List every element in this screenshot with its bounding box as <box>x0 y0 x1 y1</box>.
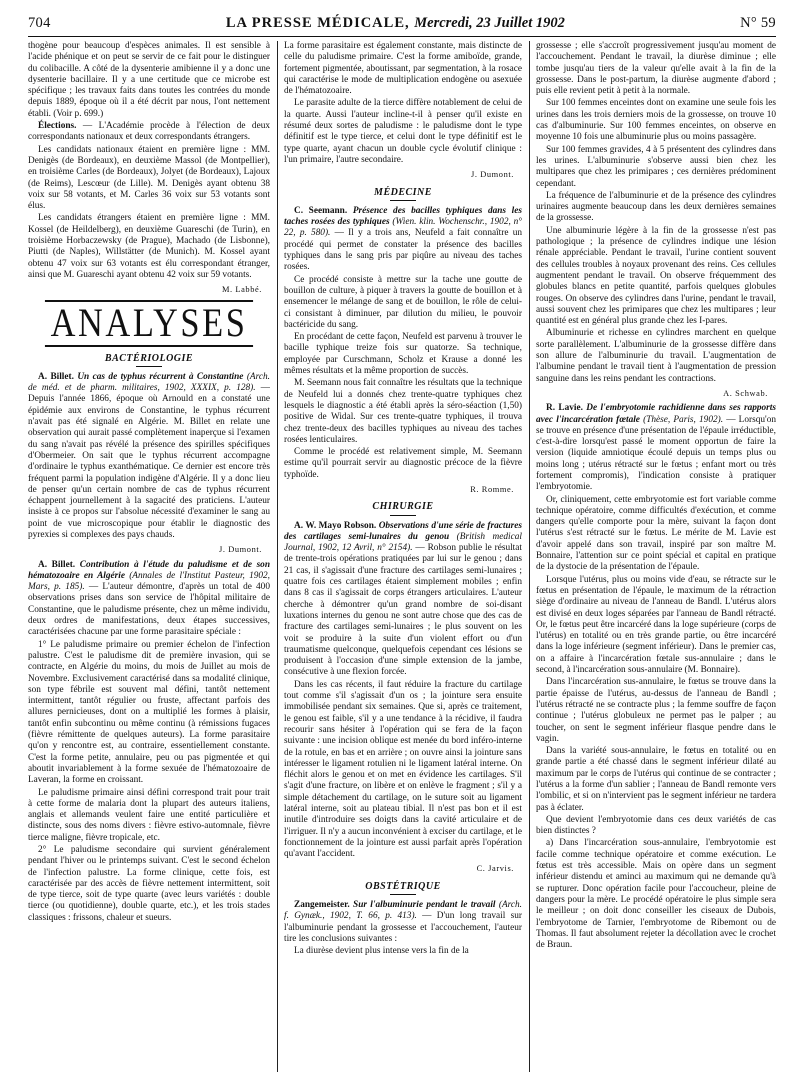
abstract-entry <box>284 900 522 945</box>
author: A. W. Mayo Robson. <box>294 520 377 531</box>
article-title: De l'embryotomie rachidienne dans ses rapports avec l'incarcération fœtale <box>536 403 776 425</box>
abstract-text: — Robson publie le résultat de trente-trois opérations pratiquées par lui sur le genou ; dans 21 cas, il s'agissait d'une fracture des cartilages semi-lunaires ; quatre fois ces cartilages étaient simplement mobiles ; enfin dans 8 cas il s'agissait de corps étrangers articulaires. L'auteur cherche à démontrer qu'un grand nombre de soi-disant luxations internes du genou ne sont autre chose que des cas de fracture des cartilages semi-lunaires ; le plus souvent on les voit se produire à la suite d'un violent effort ou d'un traumatisme quelconque, quelquefois cependant ces lésions se produisent à l'occasion d'une simple extension de la jambe, consécutive à une flexion forcée. <box>284 543 522 678</box>
subsection-title: MÉDECINE <box>284 187 522 201</box>
paragraph: En procédant de cette façon, Neufeld est parvenu à trouver le bacille typhique treize fois sur quatorze. Sa technique, employée par Curschmann, Scholz et Krause a donné les mêmes résultats et la même proportion de succès. <box>284 332 522 377</box>
signature: M. Labbé. <box>221 285 262 295</box>
paragraph: thogène pour beaucoup d'espèces animales. Il est sensible à l'acide phénique et on peut se servir de ce fait pour le distinguer du colibacille. A côté de la dysenterie amibienne il y a donc une dysenterie bacillaire. Il y a une certitude que ce microbe est spécifique ; les travaux faits dans toutes les contrées du monde depuis 1889, époque où il a été décrit par nous, l'ont nettement établi. (Voir p. 699.) <box>28 41 270 119</box>
paragraph: Albuminurie et richesse en cylindres marchent en quelque sorte parallèlement. L'albuminurie de la grossesse diffère dans son allure de l'albuminurie du travail. L'augmentation de l'albumine pendant le travail tient à l'augmentation de pression sanguine dans les reins pendant les contractions. <box>536 328 776 384</box>
subsection-title: BACTÉRIOLOGIE <box>28 353 270 367</box>
paragraph: Une albuminurie légère à la fin de la grossesse n'est pas pathologique ; la présence de cylindres indique une lésion rénale appréciable. Pendant le travail, l'urine contient souvent des cellules troubles à noyaux provenant des reins. Ces cellules augmentent pendant le travail. On observe fréquemment des globules blancs en petite quantité, parfois quelques globules rouges. On observe des cylindres dans l'urine, pendant le travail, aussi souvent chez les primipares que chez les multipares ; leur quantité est en général plus grande chez les I-pares. <box>536 225 776 327</box>
elections-heading: Élections. <box>38 121 77 132</box>
paragraph: La diurèse devient plus intense vers la fin de la <box>294 946 469 957</box>
signature: R. Romme. <box>470 484 514 494</box>
paragraph: Les candidats étrangers étaient en première ligne : MM. Kossel (de Heildelberg), en deuxième Guareschi (de Turin), en troisième Horbaczewsky (de Prague), Machado (de Lisbonne), Piutti (de Naples), Willstätter (de Munich). M. Kossel ayant obtenu 47 voix sur 63 votants est élu correspondant étranger, ainsi que M. Guareschi ayant obtenu 42 voix sur 59 votants. <box>28 213 270 280</box>
column-middle <box>284 41 522 1076</box>
paragraph: Dans les cas récents, il faut réduire la fracture du cartilage tout comme s'il s'agissait d'un os ; la jointure sera ensuite immobilisée pendant six semaines. Que si, après ce traitement, le genou est faible, s'il y a une tendance à la récidive, il faudra recourir sans hésiter à l'opération qui se fera de la façon suivante : une incision oblique est menée du bord inféro-interne de la rotule, en bas et en arrière ; on ouvre ainsi la jointure sans intéresser le ligament rotulien ni le ligament latéral interne. On fléchit alors le genou et on met en évidence les cartilages. S'il s'agit d'une fracture, on libère et on enlève le fragment ; s'il y a simple détachement du cartilage, on le suture soit au ligament latéral interne, soit au plateau tibial. Il n'est pas bon et il est inutile d'introduire ses doigts dans la cavité articulaire et de l'irriguer. Il n'y a aucun inconvénient à exciser du cartilage, et le fonctionnement de la jointure est aussi parfait après l'opération qu'avant l'accident. <box>284 679 522 860</box>
subsection-title: CHIRURGIE <box>284 501 522 515</box>
abstract-entry <box>284 521 522 679</box>
article-title: Présence des bacilles typhiques dans les taches rosées des typhiques <box>284 205 522 228</box>
section-title: ANALYSES <box>45 300 253 347</box>
column-divider <box>277 41 278 1072</box>
abstract-text: — Lorsqu'on se trouve en présence d'une présentation de l'épaule irréductible, c'est-à-dire lorsqu'est passé le moment opportun de faire la version (liquide amniotique écoulé depuis un temps plus ou moins long ; utérus rétracté sur le fœtus ; enfant mort ou très fortement compromis), l'indication consiste à pratiquer l'embryotomie. <box>536 414 776 493</box>
paragraph: Dans la variété sous-annulaire, le fœtus en totalité ou en grande partie a été chassé dans le segment inférieur dilaté au maximum par le corps de l'utérus qui continue de se contracter ; l'utérus a la forme d'un sablier ; l'anneau de Bandl remonte vers l'ombilic, et si on n'intervient pas le segment inférieur ne tardera pas à éclater. <box>536 746 776 813</box>
abstract-entry <box>28 560 270 639</box>
paragraph: Que devient l'embryotomie dans ces deux variétés de cas bien distinctes ? <box>536 814 776 837</box>
paragraph: M. Seemann nous fait connaître les résultats que la technique de Neufeld lui a donnés chez trente-quatre typhiques chez lesquels le diagnostic a été établi après la séro-séaction (1,50) positive de Widal. Sur ces trente-quatre typhiques, il trouva chez trente-deux des bacilles typhiques au niveau des taches rosées lenticulaires. <box>284 378 522 445</box>
paragraph: 1° Le paludisme primaire ou premier échelon de l'infection palustre. C'est le paludisme dit de première invasion, qui se contracte, en Algérie du moins, du mois de Juillet au mois de Novembre. Exclusivement caractérisé dans sa modalité clinique, son type fébrile est souvent mal défini, tantôt nettement intermittent, tantôt régulier ou fruste, affectant parfois des allures pernicieuses, dont on a multiplié les formes à plaisir, tantôt enfin subcontinu ou même continu (à rémissions fugaces (fièvre rémittente de quelques auteurs). La forme parasitaire qu'on y rencontre est, au contraire, essentiellement constante. C'est la forme petite, annulaire, peu ou pas pigmentée et qui aboutit invariablement à la forme sexuée de l'hématozoaire de Laveran, la forme en croissant. <box>28 639 270 786</box>
article-title: Un cas de typhus récurrent à Constantine <box>73 371 244 382</box>
abstract-text: — L'auteur démontre, d'après un total de 400 observations prises dans son service de l'hôpital militaire de Constantine, que le paludisme présente, chez un même individu, deux ordres de manifestations, deux étapes successives, caractérisées chacune par une forme parasitaire spéciale : <box>28 582 270 638</box>
column-right <box>536 41 776 1076</box>
subsection-title: OBSTÉTRIQUE <box>284 881 522 895</box>
author: C. Seemann. <box>294 205 348 216</box>
reference: (Arch. f. Gynæk., 1902, T. 66, p. 413). <box>284 900 522 922</box>
signature: J. Dumont. <box>471 170 514 180</box>
article-title: Contribution à l'étude du paludisme et de son hématozoaire en Algérie <box>28 559 270 581</box>
paragraph: Le paludisme primaire ainsi défini correspond trait pour trait à cette forme de malaria dont la plupart des auteurs italiens, anglais et allemands veulent faire une entité particulière et distincte, sous des noms divers : fièvre estivo-automnale, fièvre tierce maligne, fièvre tropicale, etc. <box>28 787 270 843</box>
abstract-text: — Il y a trois ans, Neufeld a fait connaître un procédé qui permet de constater la présence des bacilles typhiques dans le sang pris par piqûre au niveau des taches rosées. <box>284 228 522 273</box>
paragraph: Sur 100 femmes gravides, 4 à 5 présentent des cylindres dans les urines. L'albuminurie s'observe aussi bien chez les multipares que chez les primipares ; ces dernières prédominent cependant. <box>536 144 776 189</box>
journal-title <box>226 15 565 32</box>
page-number: 704 <box>28 15 51 31</box>
paragraph: a) Dans l'incarcération sous-annulaire, l'embryotomie est facile comme technique opératoire et comme exécution. Le fœtus est très accessible. Mais on opère dans un segment inférieur distendu et aminci au maximum qui ne demande qu'à se rupturer. Donc opération facile pour l'accoucheur, pleine de dangers pour la mère. Le procédé opératoire le plus simple sera le meilleur ; on doit donc conseiller les ciseaux de Dubois, l'embryotome de Tarnier, l'embryotome de Ribemont ou de Thomas. Il faut absolument rejeter la décollation avec le crochet de Braun. <box>536 838 776 951</box>
paragraph: La fréquence de l'albuminurie et de la présence des cylindres urinaires augmente beaucoup dans les deux dernières semaines de la grossesse. <box>536 190 776 224</box>
paragraph: Sur 100 femmes enceintes dont on examine une seule fois les urines dans les trois derniers mois de la grossesse, on trouve 10 cas d'albuminurie. Sur 100 femmes enceintes, on observe en moyenne 10 fois une albuminurie plus ou moins passagère. <box>536 98 776 143</box>
author: R. Lavie. <box>546 403 583 414</box>
paragraph: Lorsque l'utérus, plus ou moins vide d'eau, se rétracte sur le fœtus en présentation de l'épaule, le maximum de la rétraction siège d'ordinaire au niveau de l'anneau de Bandl. L'utérus alors est divisé en deux loges séparées par l'anneau de Bandl rétracté. Or, le fœtus peut être incarcéré dans la loge supérieure (corps de l'utérus) en totalité ou en très grande partie, ou être incarcéré dans la loge inférieure (segment inférieur). Dans le premier cas, on a affaire à l'incarcération fœtale sus-annulaire ; dans le second, à l'incarcération sous-annulaire (M. Bonnaire). <box>536 574 776 676</box>
paragraph: Dans l'incarcération sus-annulaire, le fœtus se trouve dans la partie épaisse de l'utérus, au-dessus de l'anneau de Bandl ; l'utérus rétracté ne se contracte plus ; la femme souffre de façon continue ; l'utérus globuleux ne permet pas le palper ; au toucher, on sent le segment inférieur flasque pendre dans le vagin. <box>536 677 776 744</box>
paragraph: 2° Le paludisme secondaire qui survient généralement pendant l'hiver ou le printemps suivant. C'est le second échelon de l'infection palustre. La forme clinique, cette fois, est caractérisée par des accès de fièvre nettement intermittent, soit de type tierce, soit de type quarte (avec leurs variétés : double tierce (ou quotidienne), double quarte, etc.), et les trois stades classiques : frissons, chaleur et sueurs. <box>28 845 270 923</box>
paragraph: Les candidats nationaux étaient en première ligne : MM. Denigès (de Bordeaux), en deuxième Massol (de Montpellier), en troisième Carles (de Bordeaux), Jolyet (de Bordeaux), Lajoux (de Reims), Lescœur (de Lille). M. Denigès ayant obtenu 38 voix sur 58 votants, et M. Carles 36 voix sur 53 votants sont élus. <box>28 144 270 212</box>
abstract-entry <box>284 206 522 274</box>
column-left <box>28 41 270 1076</box>
paragraph: Le parasite adulte de la tierce diffère notablement de celui de la quarte. Aussi l'auteur incline-t-il à penser qu'il existe en résumé deux sortes de paludisme : le paludisme dont le type définitif est le type tierce, et celui dont le type définitif est le type quarte, ayant chacun un double cycle évolutif clinique : l'un primaire, l'autre secondaire. <box>284 98 522 165</box>
issue-number: N° 59 <box>740 15 776 31</box>
paragraph: Or, cliniquement, cette embryotomie est fort variable comme technique opératoire, comme difficultés d'exécution, et comme dangers qu'elle comporte pour la mère, suivant la façon dont l'utérus s'est rétracté sur le fœtus. Le mérite de M. Lavie est d'avoir appelé dans son travail, inspiré par son maître M. Bonnaire, l'attention sur ce point spécial et capital en pratique de la dystocie de la présentation de l'épaule. <box>536 494 776 573</box>
signature: A. Schwab. <box>723 388 768 398</box>
paragraph-text: — L'Académie procède à l'élection de deux correspondants nationaux et deux correspondants étrangers. <box>28 121 270 143</box>
abstract-entry <box>536 403 776 493</box>
article-title: Observations d'une série de fractures des cartilages semi-lunaires du genou <box>284 520 522 542</box>
header-rule <box>28 36 776 37</box>
signature: J. Dumont. <box>219 545 262 555</box>
paragraph: La forme parasitaire est également constante, mais distincte de celle du paludisme primaire. C'est la forme amiboïde, grande, fortement pigmentée, aboutissant, par segmentation, à la rosace qui caractérise le mode de multiplication endogène ou asexuée de l'hématozoaire. <box>284 41 522 97</box>
reference: (Thèse, Paris, 1902). <box>639 414 724 425</box>
author: A. Billet. <box>38 371 74 382</box>
abstract-entry <box>28 372 270 541</box>
journal-name: LA PRESSE MÉDICALE, <box>225 15 410 31</box>
article-title: Sur l'albuminurie pendant le travail <box>349 900 496 911</box>
page-header <box>28 15 776 37</box>
signature: C. Jarvis. <box>476 864 514 874</box>
paragraph: grossesse ; elle s'accroît progressivement jusqu'au moment de l'accouchement. Pendant le travail, la diurèse diminue ; elle tombe jusqu'au tiers de la valeur qu'elle avait à la fin de la grossesse. Dans le post-partum, la diurèse augmente d'abord ; puis elle revient petit à petit à la normale. <box>536 41 776 97</box>
reference: (Wien. klin. Wochenschr., 1902, n° 22, p. 580). <box>284 217 522 239</box>
paragraph: Comme le procédé est relativement simple, M. Seemann estime qu'il pourrait servir au diagnostic précoce de la fièvre typhoïde. <box>284 447 522 480</box>
abstract-text: — D'un long travail sur l'albuminurie pendant la grossesse et l'accouchement, l'auteur tire les conclusions suivantes : <box>284 911 522 944</box>
issue-date: Mercredi, 23 Juillet 1902 <box>414 15 565 31</box>
abstract-text: — Depuis l'année 1866, époque où Arnould en a constaté une épidémie aux environs de Constantine, le typhus récurrent n'avait pas été signalé en Algérie. M. Billet en relate une observation qui aurait passé complètement inaperçue si l'examen du sang n'avait pas révélé la présence des spirilles spécifiques d'Obermeier. On sait que le typhus récurrent accompagne d'ordinaire le typhus exanthématique. Ce dernier est encore très fréquent parmi la population indigène d'Algérie. Il y a donc lieu de penser qu'un certain nombre de cas de typhus récurrent échappent journellement à la sagacité des praticiens. L'auteur insiste à ce propos sur l'absolue nécessité d'examiner le sang au point de vue microscopique pour établir le diagnostic des pyrexies si complexes des pays chauds. <box>28 383 270 540</box>
author: A. Billet. <box>38 559 76 570</box>
reference: (Arch. de méd. et de pharm. militaires, 1902, XXXIX, p. 128). <box>28 371 270 394</box>
paragraph <box>28 121 270 144</box>
paragraph: Ce procédé consiste à mettre sur la tache une goutte de bouillon de culture, à piquer à travers la goutte de bouillon et à ensemencer le mélange de sang et de bouillon, le rôle de celui-ci consistant à diminuer, par dilution du milieu, le pouvoir bactéricide du sang. <box>284 274 522 330</box>
column-divider <box>529 41 530 1072</box>
reference: (Annales de l'Institut Pasteur, 1902, Mars, p. 185). <box>28 570 270 593</box>
reference: (British medical Journal, 1902, 12 Avril, n° 2154). <box>284 531 522 554</box>
author: Zangemeister. <box>294 900 350 911</box>
